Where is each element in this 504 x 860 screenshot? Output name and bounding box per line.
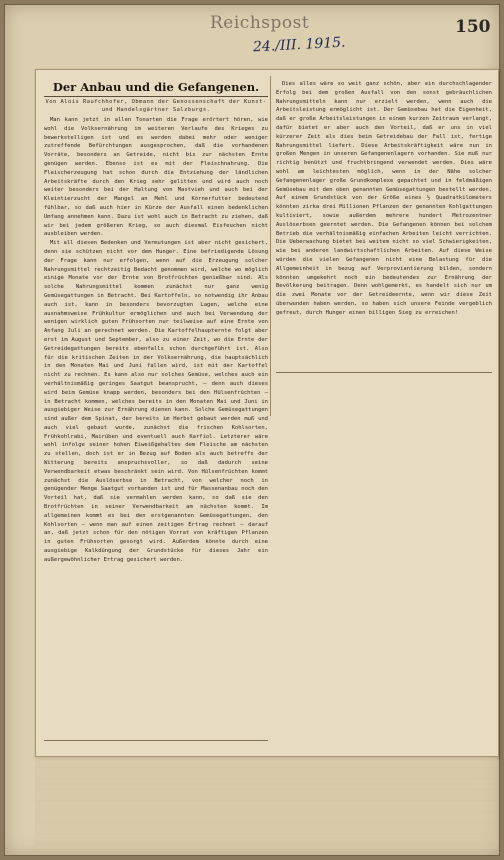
column-divider (270, 76, 271, 416)
newspaper-clipping (35, 69, 499, 757)
end-divider (276, 372, 492, 373)
publication-name: Reichspost (210, 13, 310, 33)
article-title: Der Anbau und die Gefangenen. (52, 80, 260, 94)
article-paragraph: Dies alles wäre so weit ganz schön, aber ein durchschlagender Erfolg bei dem großen Ausfall von den sonst gebräuchlichen Nahrungsmitteln kann nur erzielt werden, wenn auch die Arbeitsleistung ermöglicht ist. Der Gemüsebau hat die Eigenheit, daß er große Arbeitsleistungen in einem kurzen Zeitraum verlangt, dafür bietet er aber auch den Vorteil, daß er uns in viel kürzerer Zeit als dies beim Getreidebau der Fall ist, fertige Nahrungsmittel liefert. Diese Arbeitskräftigkeit wäre nun in großen Mengen in unseren Gefangenenlagern vorhanden. Sie muß nur richtig benützt und fruchtbringend verwendet werden. Dies wäre wohl am leichtesten möglich, wenn in der Nähe solcher Gefangenenlager große Grundkomplexe gepachtet und in feldmäßigen Gemüsebau mit den oben genannten Gemüsegattungen bestellt werden. Auf einem Grundstück von der Größe eines ½ Quadratkilometers könnten zirka drei Millionen Pflanzen der genannten Kohlgattungen kultiviert, sowie außerdem mehrere hundert Metrozentner Auslöserbsen geerntet werden. Die Gefangenen können bei solchem Betrieb die verhältnismäßig einfachen Arbeiten leicht verrichten. Die Ueberwachung bietet bei weitem nicht so viel Schwierigkeiten, wie bei anderen landwirtschaftlichen Arbeiten. Auf diese Weise würden die vielen Gefangenen nicht eine Belastung für die Allgemeinheit in bezug auf Verproviantierung bilden, sondern könnten umgekehrt noch ein bedeutendes zur Ernährung der Bevölkerung beitragen. Denn wohlgemerkt, es handelt sich nur um die zwei Monate vor der Getreideernte, wenn wir diese Zeit überwunden haben werden, so haben sich unsere Feinde vergeblich gefreut, durch Hunger einen billigen Sieg zu erreichen! (276, 81, 492, 316)
title-divider (44, 96, 268, 97)
article-paragraph: Mit all diesen Bedenken und Vermutungen ist aber nicht gesichert, denn sie schützen nicht vor dem Hunger. Eine befriedigende Lösung der Frage kann nur erfolgen, wenn auf die Erzeugung solcher Nahrungsmittel rechtzeitig Bedacht genommen wird, welche wo möglich einige Monate vor der Ernte von Brotfrüchten genießbar sind. Als solche Nahrungsmittel kommen zunächst nur ganz wenig Gemüsegattungen in Betracht. Bei Kartoffeln, so notwendig ihr Anbau auch ist, kann in besonders bevorzugten Lagen, welche eine ausnahmsweise Frühkultur ermöglichen und auch bei Verwendung der wenigen wirklich guten Frühsorten nur teilweise auf eine Ernte von Anfang Juli an gerechnet werden. Die Kartoffelhaupternte folgt aber erst im August und September, also zu einer Zeit, wo die Ernte der Getreidegattungen bereits ebenfalls schon durchgeführt ist. Also für die kritischen Zeiten in der Volksernährung, die hauptsächlich in den Monaten Mai und Juni fallen wird, ist mit der Kartoffel nicht zu rechnen. Es kann also nur solches Gemüse, welches auch ein verhältnismäßig geringes Saatgut beansprucht, — denn auch dieses wird beim Gemüse knapp werden, besonders bei den Hülsenfrüchten — in Betracht kommen, welches bereits in den Monaten Mai und Juni in ausgiebiger Weise zur Ernährung dienen kann. Solche Gemüsegattungen sind außer dem Spinat, der bereits im Herbst gebaut werden muß und auch viel gebaut wurde, zunächst die frischen Kohlsorten, Frühkohlrabi, Mairüben und eventuell auch Karfiol. Letzterer wäre wohl infolge seiner hohen Eiweißgehaltes dem Fleische am nächsten zu stellen, doch ist er in Bezug auf Boden als auch betreffs der Witterung bereits anspruchsvoller, so daß dadurch seine Verwendbarkeit etwas beschränkt sein wird. Von Hülsenfrüchten kommt zunächst die Auslöserbse in Betracht, von welcher noch in genügender Menge Saatgut vorhanden ist und für Massenanbau noch den Vorteil hat, daß sie vermahlen werden kann, so daß sie den Brotfrüchten in seiner Verwendbarkeit am nächsten kommt. Im allgemeinen kommt es bei den erstgenannten Gemüsegattungen, den Kohlsorten — wenn man auf einen zeitigen Ertrag rechnet — darauf an, daß jetzt schon für den nötigen Vorrat von kräftigen Pflanzen in guten Frühsorten gesorgt wird. Außerdem könnte durch eine ausgiebige Kalkdüngung der Grundstücke für dieses Jahr ein außergewöhnlicher Ertrag gesichert werden. (44, 240, 268, 563)
page-number: 150 (455, 17, 491, 37)
article-paragraph: Man kann jetzt in allen Tonarten die Frage erörtert hören, wie wohl die Volksernährung im weiteren Verlaufe des Krieges zu bewerkstelligen ist und es werden dabei mehr oder weniger zutreffende Befürchtungen ausgesprochen, daß die vorhandenen Vorräte, besonders an Getreide, nicht bis zur nächsten Ernte genügen werden. Ebenso ist es mit der Fleischnahrung. Die Fleischerzeugung hat schon durch die Entziehung der ländlichen Arbeitskräfte durch den Krieg sehr gelitten und wird auch noch weiter besonders bei der Haltung von Mastvieh und auch bei der Kleintierzucht der Mangel an Mehl und Körnerfutter bedeutend fühlbar, so daß auch hier in Kürze der Ausfall einen bedenklichen Umfang annehmen kann. Dazu ist wohl auch in Betracht zu ziehen, daß wir bei jedem größeren Krieg, so auch diesmal Eisfeuchen nicht ausbleiben werden. (44, 117, 268, 238)
article-right-column (276, 80, 492, 380)
article-left-column (44, 80, 268, 730)
end-divider (44, 740, 268, 741)
article-byline: Von Alois Raufchhofer, Obmann der Genossenschaft der Kunst- und Handelsgärtner Salzburgs. (45, 99, 267, 113)
paper-backing (35, 757, 497, 849)
handwritten-date: 24./III. 1915. (252, 34, 346, 56)
archive-sheet (4, 4, 500, 856)
